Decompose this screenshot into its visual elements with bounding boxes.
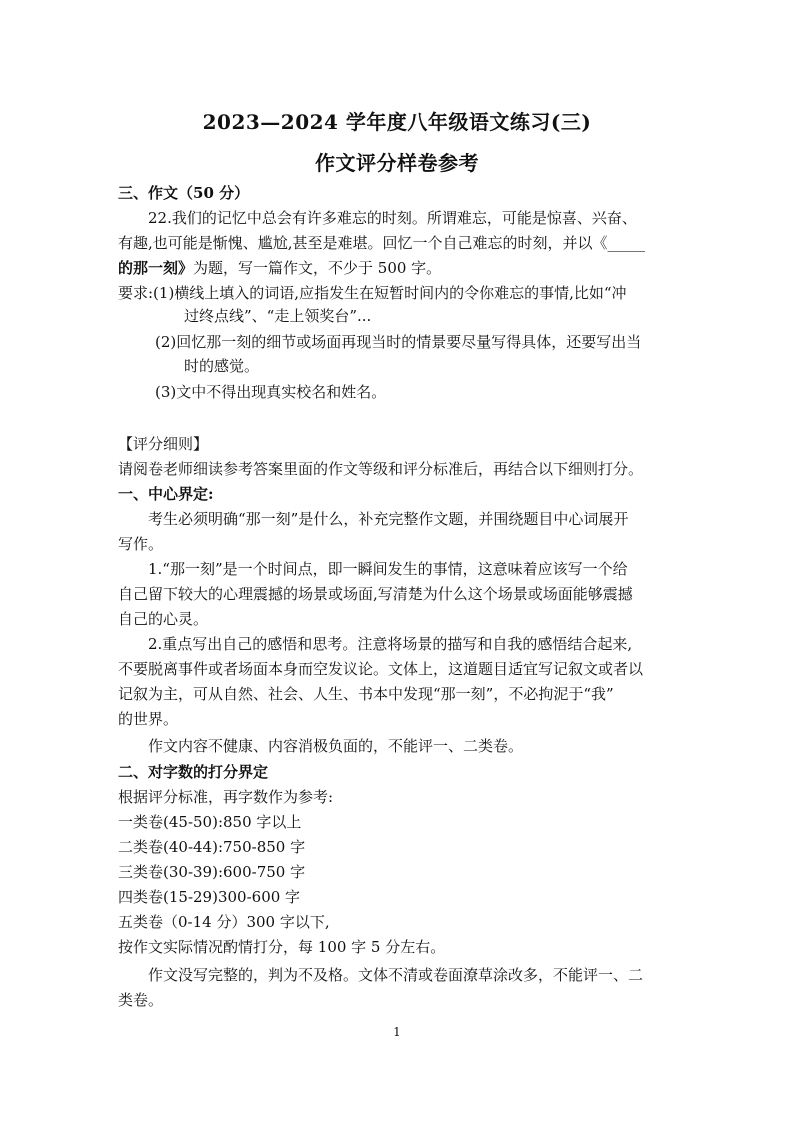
grade-line: 一类卷(45-50):850 字以上 [118,813,302,831]
scoring-note: 作文没写完整的，判为不及格。文体不清或卷面潦草涂改多，不能评一、二 [148,966,644,984]
scoring-note-cont: 类卷。 [118,991,164,1009]
requirement-2-cont: 时的感觉。 [184,357,260,375]
paragraph-line: 不要脱离事件或者场面本身而空发议论。文体上，这道题目适宜写记叙文或者以 [118,660,644,678]
question-text-line: 22.我们的记忆中总会有许多难忘的时刻。所谓难忘，可能是惊喜、兴奋、 [148,209,637,227]
grade-line: 二类卷(40-44):750-850 字 [118,838,306,856]
requirement-2: (2)回忆那一刻的细节或场面再现当时的情景要尽量写得具体，还要写出当 [155,333,642,351]
grade-line: 三类卷(30-39):600-750 字 [118,863,306,881]
rules-heading: 【评分细则】 [118,435,209,453]
question-text-line: 有趣,也可能是惭愧、尴尬,甚至是难堪。回忆一个自己难忘的时刻，并以《_____ [118,234,646,252]
paragraph-line: 1.“那一刻”是一个时间点，即一瞬间发生的事情，这意味着应该写一个给 [148,560,628,578]
section3-heading: 三、作文（50 分） [118,184,250,202]
paragraph-line: 2.重点写出自己的感悟和思考。注意将场景的描写和自我的感悟结合起来, [148,635,633,653]
requirement-1: 要求:(1)横线上填入的词语,应指发生在短暂时间内的令你难忘的事情,比如“冲 [118,284,627,302]
question-text-rest: 为题，写一篇作文，不少于 500 字。 [193,259,442,277]
paragraph-line: 考生必须明确“那一刻”是什么，补充完整作文题，并围绕题目中心词展开 [148,510,629,528]
section2-heading: 二、对字数的打分界定 [118,763,269,781]
section1-heading: 一、中心界定: [118,485,214,503]
paragraph-line: 记叙为主，可从自然、社会、人生、书本中发现“那一刻”，不必拘泥于“我” [118,685,614,703]
title-blank-bold: 的那一刻》 [118,259,194,277]
paragraph-line: 作文内容不健康、内容消极负面的，不能评一、二类卷。 [148,737,524,755]
question-text-line [118,258,678,278]
scoring-rule: 按作文实际情况酌情打分，每 100 字 5 分左右。 [118,938,446,956]
section2-intro: 根据评分标准，再字数作为参考: [118,788,334,806]
page-title: 2023—2024 学年度八年级语文练习(三) [202,110,592,134]
paragraph-line: 自己留下较大的心理震撼的场景或场面,写清楚为什么这个场景或场面能够震撼 [118,585,633,603]
grade-line: 四类卷(15-29)300-600 字 [118,888,301,906]
page-number: 1 [393,1025,401,1039]
requirement-3: (3)文中不得出现真实校名和姓名。 [155,383,387,401]
paragraph-line: 的世界。 [118,710,179,728]
rules-intro: 请阅卷老师细读参考答案里面的作文等级和评分标准后，再结合以下细则打分。 [118,460,644,478]
paragraph-line: 写作。 [118,535,164,553]
page-subtitle: 作文评分样卷参考 [315,151,479,175]
paragraph-line: 自己的心灵。 [118,610,209,628]
grade-line: 五类卷（0-14 分）300 字以下, [118,913,330,931]
requirement-1-cont: 过终点线”、“走上领奖台”... [184,307,372,325]
